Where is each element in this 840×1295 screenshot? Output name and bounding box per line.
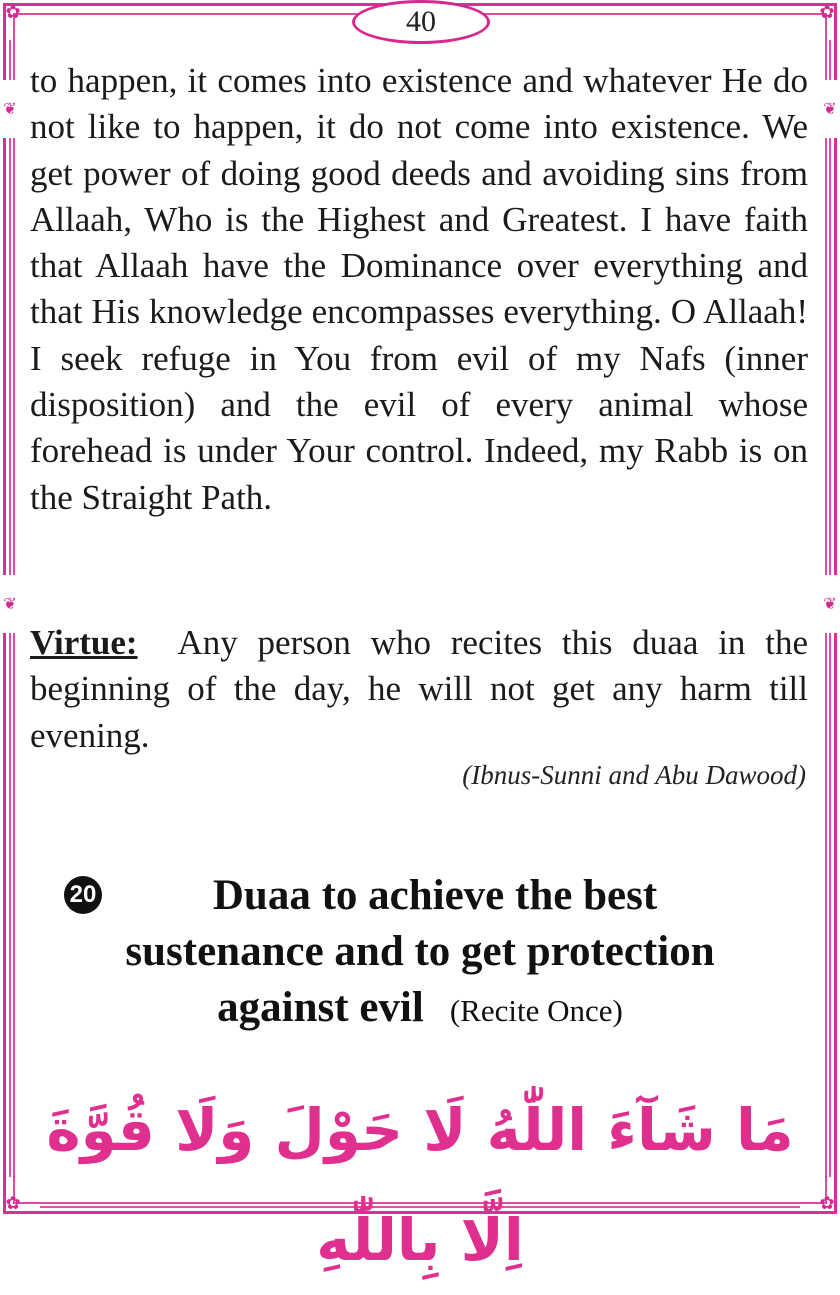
- heading-line-3: against evil: [217, 984, 424, 1031]
- body-paragraph: to happen, it comes into existence and whatever He do not like to happen, it do not come into existence. We get power of doing good deeds and avoiding sins from Allaah, Who is the Highest and Greatest. I have faith that Allaah have the Dominance over everything and that His knowledge encompasses everything. O Allaah! I seek refuge in You from evil of my Nafs (inner disposition) and the evil of every animal whose forehead is under Your control. Indeed, my Rabb is on the Straight Path.: [30, 61, 808, 517]
- section-heading: [50, 868, 790, 1039]
- virtue-paragraph: [30, 620, 808, 759]
- heading-line-1: Duaa to achieve the best: [212, 872, 658, 919]
- border-ornament-icon: ❦: [821, 575, 839, 633]
- corner-ornament-icon: ✿: [819, 1193, 835, 1214]
- virtue-label: Virtue:: [30, 623, 138, 662]
- arabic-duaa: مَا شَآءَ اللّٰهُ لَا حَوْلَ وَلَا قُوَّةَ اِلَّا بِاللّٰهِ: [46, 1096, 794, 1274]
- heading-line-3-wrap: [217, 984, 623, 1031]
- corner-ornament-icon: ✿: [819, 2, 835, 23]
- virtue-text: Any person who recites this duaa in the beginning of the day, he will not get any harm till evening.: [30, 623, 808, 755]
- border-ornament-icon: ❦: [1, 575, 19, 633]
- heading-line-2: sustenance and to get protection: [125, 928, 715, 975]
- page-number: 40: [352, 0, 490, 44]
- corner-ornament-icon: ✿: [5, 2, 21, 23]
- border-ornament-icon: ❦: [1, 80, 19, 138]
- border-ornament-icon: ❦: [821, 80, 839, 138]
- recite-note: (Recite Once): [449, 993, 623, 1028]
- section-number-badge: 20: [64, 876, 102, 914]
- citation: (Ibnus-Sunni and Abu Dawood): [462, 760, 806, 790]
- corner-ornament-icon: ✿: [5, 1193, 21, 1214]
